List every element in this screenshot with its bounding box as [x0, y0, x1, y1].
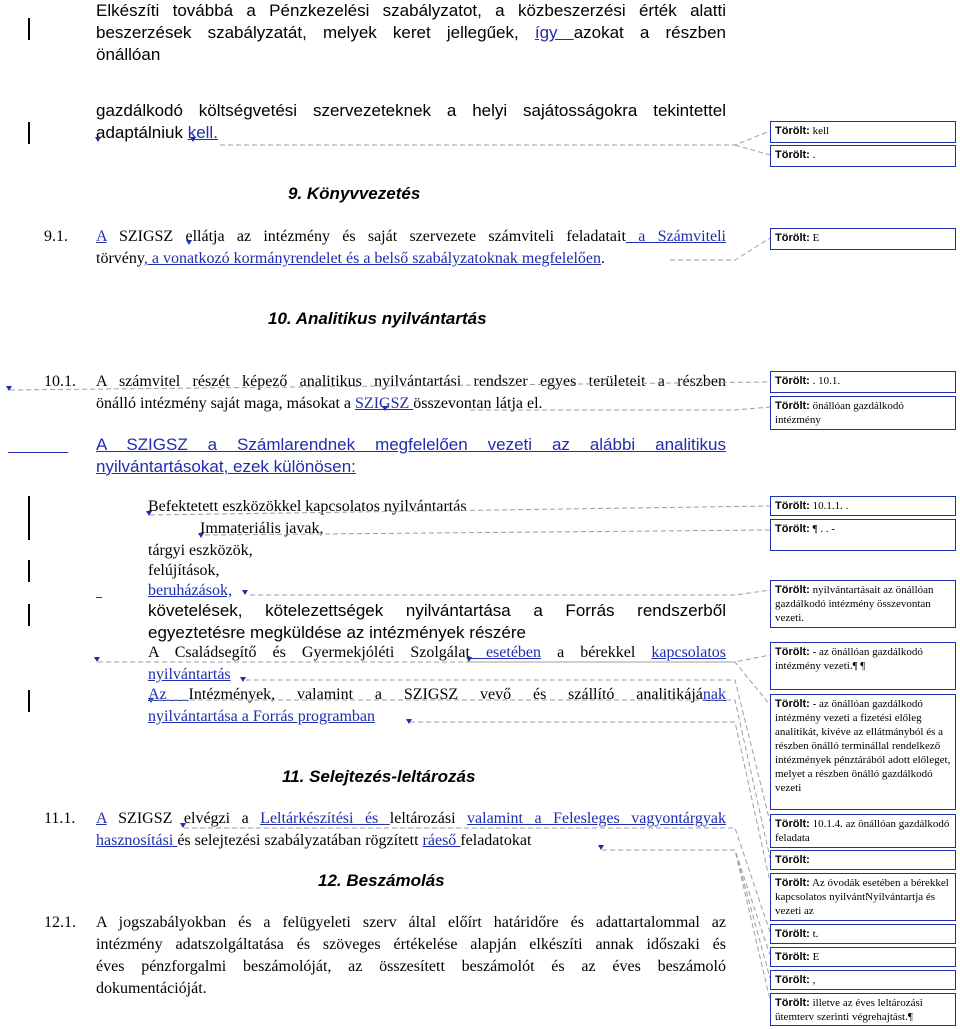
insertion-caret-icon: [94, 657, 100, 662]
deletion-comment[interactable]: [770, 814, 956, 848]
text-span: Intézmények, valamint a SZIGSZ vevő és szállító analitikájá: [188, 686, 703, 703]
comment-text: kell: [809, 125, 830, 137]
comment-label: Törölt:: [775, 375, 810, 387]
list-item: Befektetett eszközökkel kapcsolatos nyilvántartás: [148, 498, 467, 515]
text-span: SZIGSZ: [106, 228, 186, 245]
comment-label: Törölt:: [775, 928, 810, 940]
inserted-text: a Számviteli: [625, 228, 726, 245]
paragraph-line: [96, 808, 726, 830]
comment-label: Törölt:: [775, 125, 810, 137]
paragraph-line: dokumentációját.: [96, 980, 207, 997]
paragraph-number: 10.1.: [44, 373, 76, 390]
deletion-comment[interactable]: [770, 642, 956, 690]
comment-text: E: [809, 951, 820, 963]
deletion-comment[interactable]: [770, 519, 956, 551]
deletion-comment[interactable]: [770, 121, 956, 143]
list-item: Immateriális javak,: [200, 520, 324, 537]
insertion-caret-icon: [466, 657, 472, 662]
comment-label: Törölt:: [775, 523, 810, 535]
intro-paragraph: [96, 0, 726, 66]
deletion-comment[interactable]: [770, 580, 956, 628]
text-span: adaptálniuk: [96, 123, 188, 142]
comment-label: Törölt:: [775, 149, 810, 161]
section-heading: 10. Analitikus nyilvántartás: [268, 309, 487, 328]
text-span: .: [601, 250, 605, 267]
comment-text: t.: [809, 928, 819, 940]
comment-text: E: [809, 232, 820, 244]
inserted-text: , a vonatkozó kormányrendelet és a belső szabályzatoknak megfelelően: [143, 250, 601, 267]
inserted-text: esetében: [469, 644, 542, 661]
paragraph-line: intézmény adatszolgáltatása és szöveges értékelése alapján elkészíti annak időszaki és: [96, 936, 726, 953]
change-bar: [28, 496, 30, 518]
comment-label: Törölt:: [775, 854, 810, 866]
text-span: A Családsegítő és Gyermekjóléti Szolgálat: [148, 644, 470, 661]
comment-text: nyilvántartásait az önállóan gazdálkodó intézmény összevontan vezeti.: [775, 584, 934, 624]
list-item-line: nyilvántartás: [148, 666, 231, 683]
text-span: összevontan látja el.: [413, 395, 543, 412]
comment-text: önállóan gazdálkodó intézmény: [775, 400, 904, 426]
comment-label: Törölt:: [775, 951, 810, 963]
text-span: ellátja az intézmény és saját szervezete számviteli feladatait: [185, 228, 626, 245]
paragraph-line: nyilvántartásokat, ezek különösen:: [96, 457, 356, 476]
change-bar: [28, 518, 30, 540]
list-item: [148, 600, 726, 644]
text-span: elvégzi a: [183, 810, 261, 827]
insertion-caret-icon: [598, 845, 604, 850]
deletion-comment[interactable]: [770, 970, 956, 990]
paragraph-10-1: [96, 371, 726, 415]
insertion-caret-icon: [146, 511, 152, 516]
comment-text: ,: [809, 974, 816, 986]
comment-label: Törölt:: [775, 698, 810, 710]
text-span: leltározási: [389, 810, 468, 827]
inserted-text: nak: [702, 686, 727, 703]
deletion-comment[interactable]: [770, 396, 956, 430]
insertion-caret-icon: [180, 823, 186, 828]
inserted-text: valamint a Felesleges vagyontárgyak: [467, 810, 727, 827]
deletion-comment[interactable]: [770, 694, 956, 810]
inserted-text: kell.: [187, 123, 218, 142]
insertion-caret-icon: [198, 533, 204, 538]
section-heading: 11. Selejtezés-leltározás: [282, 767, 476, 786]
comment-label: Törölt:: [775, 232, 810, 244]
insertion-caret-icon: [382, 406, 388, 411]
comment-text: Az óvodák esetében a bérekkel kapcsolatos nyilvántNyilvántartja és vezeti az: [775, 877, 949, 917]
insertion-caret-icon: [242, 590, 248, 595]
inserted-text: hasznosítási: [96, 832, 178, 849]
deletion-comment[interactable]: [770, 924, 956, 944]
deletion-comment[interactable]: [770, 993, 956, 1026]
comment-label: Törölt:: [775, 400, 810, 412]
paragraph-12-1: [96, 912, 726, 1000]
list-item: beruházások,: [148, 582, 232, 599]
list-item-line: [148, 684, 726, 706]
deletion-comment[interactable]: [770, 371, 956, 393]
comment-text: - az önállóan gazdálkodó intézmény vezeti.¶ ¶: [775, 646, 923, 672]
paragraph-number: 11.1.: [44, 810, 76, 827]
inserted-text: ráeső: [422, 832, 461, 849]
section-heading: 12. Beszámolás: [318, 871, 445, 890]
paragraph-number: 12.1.: [44, 914, 76, 931]
deletion-comment[interactable]: [770, 947, 956, 967]
change-bar: [28, 18, 30, 40]
comment-text: 10.1.1. .: [809, 500, 849, 512]
inserted-text: kapcsolatos: [651, 644, 727, 661]
comment-text: ¶ . . -: [809, 523, 835, 535]
deletion-comment[interactable]: [770, 496, 956, 516]
list-item-line: követelések, kötelezettségek nyilvántartása a Forrás rendszerből: [148, 601, 726, 620]
insertion-caret-icon: [148, 698, 154, 703]
paragraph-line: [96, 248, 726, 270]
paragraph-number: 9.1.: [44, 228, 68, 245]
deletion-comment[interactable]: [770, 873, 956, 921]
text-span: feladatokat: [460, 832, 532, 849]
comment-label: Törölt:: [775, 877, 810, 889]
text-span: törvény: [96, 250, 144, 267]
text-span: és selejtezési szabályzatában rögzített: [177, 832, 423, 849]
comment-text: - az önállóan gazdálkodó intézmény vezeti a fizetési előleg analitikát, kivéve az ellátmányból és a részben önálló terminállal rendelkező intézmények pénztárából adott előleget, melyet a részben önálló gazdálkodó vezeti: [775, 698, 951, 794]
comment-label: Törölt:: [775, 974, 810, 986]
intro-line: Elkészíti továbbá a Pénzkezelési szabályzatot, a közbeszerzési érték alatti: [96, 1, 726, 20]
paragraph-line: [96, 393, 726, 415]
comment-label: Törölt:: [775, 997, 810, 1009]
inserted-line-marker: [8, 452, 68, 453]
comment-label: Törölt:: [775, 584, 810, 596]
comment-label: Törölt:: [775, 646, 810, 658]
comment-text: . 10.1.: [809, 375, 841, 387]
list-item-line: egyeztetésre megküldése az intézmények részére: [148, 623, 526, 642]
paragraph-line: éves pénzforgalmi beszámolóját, az összesített beszámolót és az éves beszámoló: [96, 958, 726, 975]
comment-label: Törölt:: [775, 500, 810, 512]
deletion-comment[interactable]: [770, 228, 956, 250]
list-item-line: nyilvántartása a Forrás programban: [148, 708, 376, 725]
paragraph-10-1-b: [96, 434, 726, 478]
insertion-caret-icon: [240, 677, 246, 682]
insertion-caret-icon: [95, 137, 101, 142]
section-heading: 9. Könyvvezetés: [288, 184, 421, 203]
inserted-text: SZIGSZ: [355, 395, 414, 412]
paragraph-line: A jogszabályokban és a felügyeleti szerv által előírt határidőre és adattartalommal az: [96, 914, 726, 931]
list-item: felújítások,: [148, 562, 220, 579]
inserted-text: A: [96, 810, 107, 827]
change-bar: [28, 604, 30, 626]
insertion-caret-icon: [190, 137, 196, 142]
text-span: önálló intézmény saját maga, másokat a: [96, 395, 356, 412]
deletion-comment[interactable]: [770, 850, 956, 870]
comment-text: illetve az éves leltározási ütemterv szerinti végrehajtást.¶: [775, 997, 923, 1023]
inserted-text: Az: [148, 686, 189, 703]
comment-label: Törölt:: [775, 818, 810, 830]
change-bar: [28, 690, 30, 712]
intro-line: [96, 22, 726, 44]
inserted-line-marker: [96, 597, 102, 598]
inserted-text: Leltárkészítési és: [260, 810, 390, 827]
comment-text: .: [809, 149, 816, 161]
insertion-caret-icon: [186, 240, 192, 245]
text-span: SZIGSZ: [106, 810, 184, 827]
text-span: azokat a részben: [573, 23, 726, 42]
deletion-comment[interactable]: [770, 145, 956, 167]
intro-line: önállóan: [96, 45, 161, 64]
change-bar: [28, 122, 30, 144]
comment-text: 10.1.4. az önállóan gazdálkodó feladata: [775, 818, 950, 844]
insertion-caret-icon: [406, 719, 412, 724]
list-item: tárgyi eszközök,: [148, 542, 253, 559]
text-span: beszerzések szabályzatát, melyek keret jellegűek,: [96, 23, 535, 42]
paragraph-line: A számvitel részét képező analitikus nyilvántartási rendszer egyes területeit a részben: [96, 373, 726, 390]
list-item: [148, 684, 726, 728]
paragraph-9-1: [96, 226, 726, 270]
inserted-text: így: [534, 23, 574, 42]
list-item-line: [148, 642, 726, 664]
list-item: [148, 642, 726, 686]
text-span: a bérekkel: [541, 644, 652, 661]
intro-line: gazdálkodó költségvetési szervezeteknek a helyi sajátosságokra tekintettel: [96, 101, 726, 120]
insertion-caret-icon: [6, 386, 12, 391]
inserted-text: A: [96, 228, 107, 245]
paragraph-line: [96, 830, 726, 852]
change-bar: [28, 560, 30, 582]
paragraph-line: A SZIGSZ a Számlarendnek megfelelően vezeti az alábbi analitikus: [96, 435, 726, 454]
paragraph-11-1: [96, 808, 726, 852]
